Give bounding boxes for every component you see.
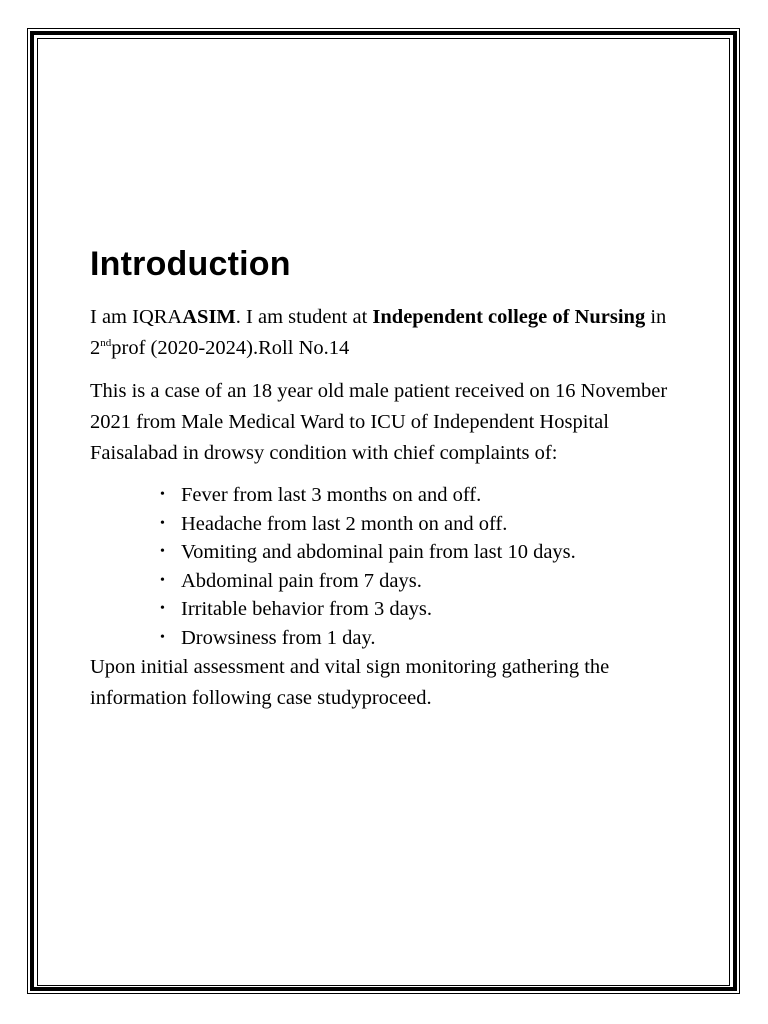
intro-paragraph: [90, 302, 690, 364]
complaint-text: Fever from last 3 months on and off.: [181, 484, 482, 506]
college-name: Independent college of Nursing: [372, 306, 646, 328]
complaint-text: Vomiting and abdominal pain from last 10 days.: [181, 541, 576, 563]
intro-text-1: I am IQRA: [90, 306, 183, 328]
list-item: [160, 567, 690, 596]
bullet-icon: •: [160, 572, 165, 588]
complaint-text: Irritable behavior from 3 days.: [181, 598, 433, 620]
bullet-icon: •: [160, 544, 165, 559]
intro-text-3: in 2: [90, 306, 667, 359]
section-heading: Introduction: [90, 245, 291, 283]
student-surname: ASIM: [182, 306, 236, 328]
complaint-text: Headache from last 2 month on and off.: [181, 512, 508, 535]
list-item: [160, 624, 690, 653]
list-item: [160, 481, 690, 510]
intro-text-2: . I am student at: [235, 306, 373, 328]
complaints-list: [90, 481, 690, 652]
case-paragraph: This is a case of an 18 year old male patient received on 16 November 2021 from Male Medical Ward to ICU of Independent Hospital Faisalabad in drowsy condition with chief complaints of:: [90, 380, 668, 464]
complaint-text: Drowsiness from 1 day.: [181, 626, 376, 649]
bullet-icon: •: [160, 487, 165, 502]
closing-paragraph: Upon initial assessment and vital sign monitoring gathering the information following case studyproceed.: [90, 656, 610, 709]
bullet-icon: •: [160, 601, 165, 616]
list-item: [160, 510, 690, 539]
complaint-text: Abdominal pain from 7 days.: [181, 569, 422, 592]
list-item: [160, 538, 690, 567]
document-body: [90, 240, 690, 726]
bullet-icon: •: [160, 629, 165, 645]
list-item: [160, 595, 690, 624]
intro-text-4: prof (2020-2024).Roll No.14: [111, 337, 350, 359]
ordinal-suffix: nd: [100, 337, 112, 349]
bullet-icon: •: [160, 515, 165, 531]
